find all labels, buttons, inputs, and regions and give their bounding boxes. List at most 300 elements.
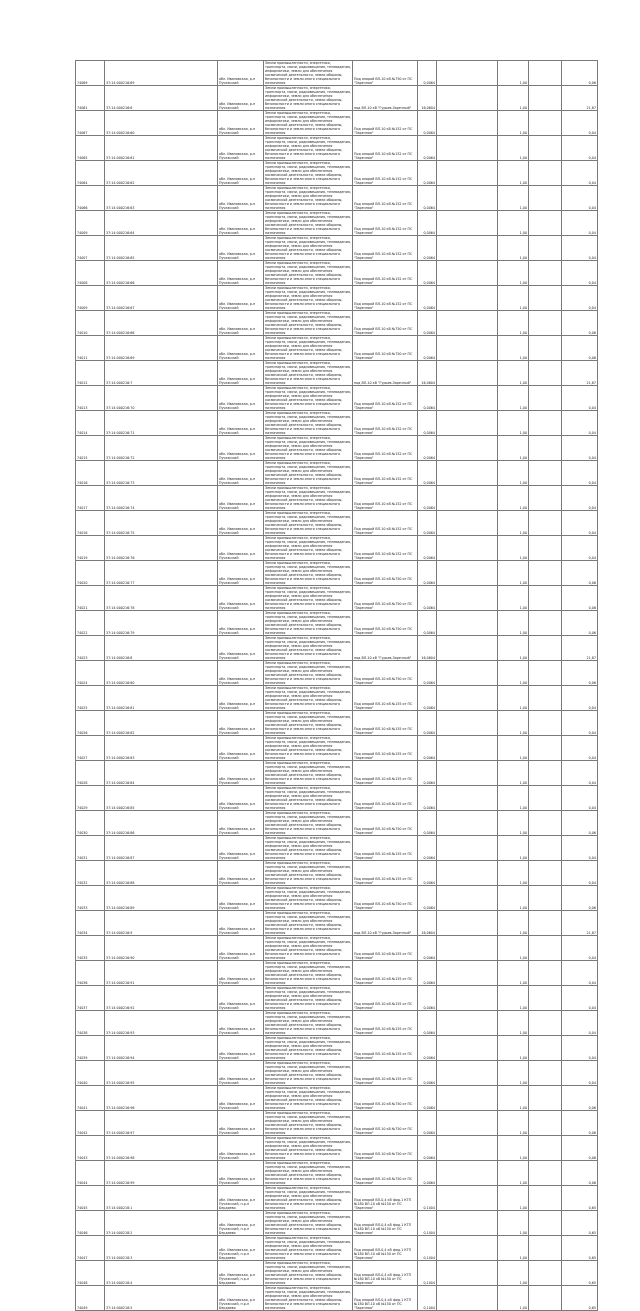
table-row	[76, 411, 598, 436]
empty-cell	[437, 461, 498, 486]
land-category-cell: Земли промышленности, энергетики, транспорта, связи, радиовещания, телевидения, информатики, земли для обеспечения космической деятельности, земли обороны, безопасности и земли иного специального назначения	[265, 1061, 351, 1085]
empty-cell	[529, 661, 562, 686]
area-cell: 0,0064	[418, 236, 437, 261]
address-cell: обл. Ивановская, р-н Пучежский, п.р-н Бердяево	[218, 1286, 264, 1311]
address-cell: обл. Ивановская, р-н Пучежский	[218, 1161, 264, 1186]
total-cell: 0,04	[562, 761, 598, 786]
table-row	[76, 811, 598, 836]
parcel-number-cell: 74028	[76, 761, 105, 786]
empty-cell	[437, 861, 498, 886]
empty-cell	[437, 836, 498, 861]
total-cell: 0,04	[562, 836, 598, 861]
address-cell: обл. Ивановская, р-н Пучежский	[218, 486, 264, 511]
encumbrance-cell: Под опорой ВЛ-10 кВ №750 от ПС "Заречная"	[353, 811, 418, 836]
table-row	[76, 1211, 598, 1236]
land-category-cell: Земли промышленности, энергетики, транспорта, связи, радиовещания, телевидения, информатики, земли для обеспечения космической деятельности, земли обороны, безопасности и земли иного специального назначения	[265, 136, 351, 160]
address-cell: обл. Ивановская, р-н Пучежский	[218, 811, 264, 836]
cadastral-number-cell: 37:14:000216:83	[105, 736, 218, 761]
address-cell: обл. Ивановская, р-н Пучежский	[218, 686, 264, 711]
empty-cell	[529, 461, 562, 486]
total-cell: 0,06	[562, 811, 598, 836]
empty-cell	[437, 311, 498, 336]
empty-cell	[529, 1236, 562, 1261]
cadastral-number-cell: 37:14:000216:71	[105, 411, 218, 436]
land-category-cell: Земли промышленности, энергетики, транспорта, связи, радиовещания, телевидения, информатики, земли для обеспечения космической деятельности, земли обороны, безопасности и земли иного специального назначения	[265, 511, 351, 535]
area-cell: 0,0064	[418, 1136, 437, 1161]
encumbrance-cell: Под опорой ВЛ-10 кВ №155 от ПС "Заречная"	[353, 711, 418, 736]
empty-cell	[529, 136, 562, 161]
encumbrance-cell: Под опорой ВЛ-10 кВ №155 от ПС "Заречная"	[353, 1036, 418, 1061]
empty-cell	[529, 61, 562, 86]
empty-cell	[529, 511, 562, 536]
empty-cell	[437, 536, 498, 561]
table-row	[76, 136, 598, 161]
coefficient-cell: 1,00	[498, 1036, 529, 1061]
land-category-cell: Земли промышленности, энергетики, транспорта, связи, радиовещания, телевидения, информатики, земли для обеспечения космической деятельности, земли обороны, безопасности и земли иного специального назначения	[265, 836, 351, 860]
table-row	[76, 186, 598, 211]
coefficient-cell: 1,00	[498, 336, 529, 361]
total-cell: 0,06	[562, 1086, 598, 1111]
encumbrance-cell: Под опорой ВЛ-10 кВ №155 от ПС "Заречная"	[353, 836, 418, 861]
cadastral-number-cell: 37:14:000218:1	[105, 1186, 218, 1211]
empty-cell	[437, 986, 498, 1011]
table-row	[76, 511, 598, 536]
parcel-number-cell: 74042	[76, 1111, 105, 1136]
register-body	[76, 61, 598, 1311]
cadastral-number-cell: 37:14:000216:61	[105, 136, 218, 161]
coefficient-cell: 1,00	[498, 836, 529, 861]
address-cell: обл. Ивановская, р-н Пучежский	[218, 161, 264, 186]
empty-cell	[437, 1161, 498, 1186]
coefficient-cell: 1,00	[498, 1086, 529, 1111]
land-category-cell: Земли промышленности, энергетики, транспорта, связи, радиовещания, телевидения, информатики, земли для обеспечения космической деятельности, земли обороны, безопасности и земли иного специального назначения	[265, 61, 351, 85]
encumbrance-cell: Под опорой ВЛ-10 кВ №155 от ПС "Заречная"	[353, 786, 418, 811]
cadastral-number-cell: 37:14:000216:7	[105, 361, 218, 386]
land-category-cell: Земли промышленности, энергетики, транспорта, связи, радиовещания, телевидения, информатики, земли для обеспечения космической деятельности, земли обороны, безопасности и земли иного специального назначения	[265, 236, 351, 260]
empty-cell	[529, 1186, 562, 1211]
table-row	[76, 361, 598, 386]
empty-cell	[529, 1011, 562, 1036]
empty-cell	[529, 111, 562, 136]
table-row	[76, 236, 598, 261]
encumbrance-cell: Под опорой ВЛ-10 кВ №155 от ПС "Заречная"	[353, 936, 418, 961]
table-row	[76, 711, 598, 736]
address-cell: обл. Ивановская, р-н Пучежский	[218, 836, 264, 861]
empty-cell	[529, 161, 562, 186]
area-cell: 0,0064	[418, 186, 437, 211]
coefficient-cell: 1,00	[498, 761, 529, 786]
coefficient-cell: 1,00	[498, 1236, 529, 1261]
coefficient-cell: 1,00	[498, 911, 529, 936]
land-category-cell: Земли промышленности, энергетики, транспорта, связи, радиовещания, телевидения, информатики, земли для обеспечения космической деятельности, земли обороны, безопасности и земли иного специального назначения	[265, 311, 351, 335]
cadastral-number-cell: 37:14:000216:6	[105, 86, 218, 111]
area-cell: 0,1004	[418, 1186, 437, 1211]
empty-cell	[529, 1211, 562, 1236]
address-cell: обл. Ивановская, р-н Пучежский	[218, 311, 264, 336]
coefficient-cell: 1,00	[498, 386, 529, 411]
area-cell: 0,0064	[418, 336, 437, 361]
address-cell: обл. Ивановская, р-н Пучежский	[218, 136, 264, 161]
empty-cell	[529, 86, 562, 111]
empty-cell	[437, 86, 498, 111]
area-cell: 0,0064	[418, 211, 437, 236]
area-cell: 16,0604	[418, 911, 437, 936]
cadastral-number-cell: 37:14:000216:92	[105, 986, 218, 1011]
coefficient-cell: 1,00	[498, 636, 529, 661]
land-category-cell: Земли промышленности, энергетики, транспорта, связи, радиовещания, телевидения, информатики, земли для обеспечения космической деятельности, земли обороны, безопасности и земли иного специального назначения	[265, 561, 351, 585]
parcel-number-cell: 74043	[76, 1136, 105, 1161]
cadastral-number-cell: 37:14:000216:69	[105, 336, 218, 361]
total-cell: 0,04	[562, 786, 598, 811]
cadastral-number-cell: 37:14:000216:67	[105, 286, 218, 311]
address-cell: обл. Ивановская, р-н Пучежский	[218, 86, 264, 111]
address-cell: обл. Ивановская, р-н Пучежский	[218, 1136, 264, 1161]
empty-cell	[529, 1036, 562, 1061]
empty-cell	[529, 1161, 562, 1186]
land-category-cell: Земли промышленности, энергетики, транспорта, связи, радиовещания, телевидения, информатики, земли для обеспечения космической деятельности, земли обороны, безопасности и земли иного специального назначения	[265, 736, 351, 760]
address-cell: обл. Ивановская, р-н Пучежский	[218, 211, 264, 236]
cadastral-number-cell: 37:14:000216:99	[105, 1161, 218, 1186]
empty-cell	[529, 611, 562, 636]
empty-cell	[529, 311, 562, 336]
land-category-cell: Земли промышленности, энергетики, транспорта, связи, радиовещания, телевидения, информатики, земли для обеспечения космической деятельности, земли обороны, безопасности и земли иного специального назначения	[265, 161, 351, 185]
total-cell: 0,06	[562, 1136, 598, 1161]
address-cell: обл. Ивановская, р-н Пучежский	[218, 286, 264, 311]
empty-cell	[529, 886, 562, 911]
land-category-cell: Земли промышленности, энергетики, транспорта, связи, радиовещания, телевидения, информатики, земли для обеспечения космической деятельности, земли обороны, безопасности и земли иного специального назначения	[265, 911, 351, 935]
empty-cell	[437, 61, 498, 86]
empty-cell	[529, 911, 562, 936]
encumbrance-cell: Под опорой ВЛ-10 кВ №750 от ПС "Заречная"	[353, 561, 418, 586]
land-category-cell: Земли промышленности, энергетики, транспорта, связи, радиовещания, телевидения, информатики, земли для обеспечения космической деятельности, земли обороны, безопасности и земли иного специального назначения	[265, 111, 351, 135]
empty-cell	[529, 986, 562, 1011]
total-cell: 0,04	[562, 686, 598, 711]
coefficient-cell: 1,00	[498, 1186, 529, 1211]
empty-cell	[529, 386, 562, 411]
total-cell: 0,65	[562, 1236, 598, 1261]
table-row	[76, 1011, 598, 1036]
coefficient-cell: 1,00	[498, 711, 529, 736]
empty-cell	[529, 411, 562, 436]
address-cell: обл. Ивановская, р-н Пучежский	[218, 536, 264, 561]
encumbrance-cell: Под опорой ВЛ-0,4 кВ фид.1 КТП №180 ВЛ-10 кВ №150 от ПС "Заречная"	[353, 1211, 418, 1236]
total-cell: 0,04	[562, 486, 598, 511]
parcel-number-cell: 74039	[76, 1036, 105, 1061]
cadastral-number-cell: 37:14:000216:88	[105, 861, 218, 886]
encumbrance-cell: Под опорой ВЛ-10 кВ №750 от ПС "Заречная"	[353, 661, 418, 686]
parcel-number-cell: 74016	[76, 461, 105, 486]
address-cell: обл. Ивановская, р-н Пучежский	[218, 261, 264, 286]
encumbrance-cell: Под опорой ВЛ-10 кВ №152 от ПС "Заречная"	[353, 536, 418, 561]
land-category-cell: Земли промышленности, энергетики, транспорта, связи, радиовещания, телевидения, информатики, земли для обеспечения космической деятельности, земли обороны, безопасности и земли иного специального назначения	[265, 861, 351, 885]
area-cell: 0,0064	[418, 611, 437, 636]
coefficient-cell: 1,00	[498, 1161, 529, 1186]
land-category-cell: Земли промышленности, энергетики, транспорта, связи, радиовещания, телевидения, информатики, земли для обеспечения космической деятельности, земли обороны, безопасности и земли иного специального назначения	[265, 686, 351, 710]
coefficient-cell: 1,00	[498, 236, 529, 261]
parcel-number-cell: 74048	[76, 1261, 105, 1286]
area-cell: 0,0064	[418, 486, 437, 511]
coefficient-cell: 1,00	[498, 536, 529, 561]
land-category-cell: Земли промышленности, энергетики, транспорта, связи, радиовещания, телевидения, информатики, земли для обеспечения космической деятельности, земли обороны, безопасности и земли иного специального назначения	[265, 1136, 351, 1160]
empty-cell	[437, 386, 498, 411]
area-cell: 0,0064	[418, 1111, 437, 1136]
area-cell: 0,0064	[418, 561, 437, 586]
parcel-number-cell: 74035	[76, 936, 105, 961]
encumbrance-cell: Под опорой ВЛ-10 кВ №152 от ПС "Заречная"	[353, 436, 418, 461]
parcel-number-cell: 74032	[76, 861, 105, 886]
address-cell: обл. Ивановская, р-н Пучежский	[218, 1086, 264, 1111]
empty-cell	[529, 711, 562, 736]
table-row	[76, 1086, 598, 1111]
empty-cell	[437, 411, 498, 436]
total-cell: 0,65	[562, 1186, 598, 1211]
table-row	[76, 286, 598, 311]
total-cell: 21,87	[562, 86, 598, 111]
table-row	[76, 586, 598, 611]
total-cell: 0,04	[562, 261, 598, 286]
land-category-cell: Земли промышленности, энергетики, транспорта, связи, радиовещания, телевидения, информатики, земли для обеспечения космической деятельности, земли обороны, безопасности и земли иного специального назначения	[265, 786, 351, 810]
area-cell: 0,0064	[418, 686, 437, 711]
area-cell: 0,0064	[418, 1161, 437, 1186]
coefficient-cell: 1,00	[498, 86, 529, 111]
area-cell: 0,0064	[418, 961, 437, 986]
parcel-number-cell: 74012	[76, 361, 105, 386]
land-category-cell: Земли промышленности, энергетики, транспорта, связи, радиовещания, телевидения, информатики, земли для обеспечения космической деятельности, земли обороны, безопасности и земли иного специального назначения	[265, 386, 351, 410]
encumbrance-cell: Под опорой ВЛ-10 кВ №152 от ПС "Заречная"	[353, 211, 418, 236]
parcel-number-cell: 74029	[76, 786, 105, 811]
empty-cell	[529, 236, 562, 261]
parcel-number-cell: 74036	[76, 961, 105, 986]
address-cell: обл. Ивановская, р-н Пучежский	[218, 511, 264, 536]
empty-cell	[437, 1011, 498, 1036]
empty-cell	[437, 361, 498, 386]
coefficient-cell: 1,00	[498, 436, 529, 461]
empty-cell	[437, 686, 498, 711]
table-row	[76, 561, 598, 586]
cadastral-number-cell: 37:14:000216:98	[105, 1136, 218, 1161]
empty-cell	[437, 886, 498, 911]
empty-cell	[529, 936, 562, 961]
table-row	[76, 1186, 598, 1211]
land-category-cell: Земли промышленности, энергетики, транспорта, связи, радиовещания, телевидения, информатики, земли для обеспечения космической деятельности, земли обороны, безопасности и земли иного специального назначения	[265, 1261, 351, 1285]
address-cell: обл. Ивановская, р-н Пучежский	[218, 886, 264, 911]
address-cell: обл. Ивановская, р-н Пучежский	[218, 411, 264, 436]
total-cell: 0,65	[562, 1211, 598, 1236]
empty-cell	[529, 1261, 562, 1286]
table-row	[76, 936, 598, 961]
empty-cell	[437, 111, 498, 136]
table-row	[76, 111, 598, 136]
encumbrance-cell: Под опорой ВЛ-10 кВ №155 от ПС "Заречная"	[353, 1011, 418, 1036]
total-cell: 0,04	[562, 161, 598, 186]
table-row	[76, 736, 598, 761]
land-category-cell: Земли промышленности, энергетики, транспорта, связи, радиовещания, телевидения, информатики, земли для обеспечения космической деятельности, земли обороны, безопасности и земли иного специального назначения	[265, 261, 351, 285]
empty-cell	[437, 1061, 498, 1086]
coefficient-cell: 1,00	[498, 361, 529, 386]
coefficient-cell: 1,00	[498, 861, 529, 886]
empty-cell	[529, 1111, 562, 1136]
address-cell: обл. Ивановская, р-н Пучежский	[218, 611, 264, 636]
total-cell: 0,04	[562, 211, 598, 236]
empty-cell	[529, 636, 562, 661]
cadastral-number-cell: 37:14:000218:4	[105, 1261, 218, 1286]
cadastral-number-cell: 37:14:000216:63	[105, 186, 218, 211]
empty-cell	[437, 561, 498, 586]
coefficient-cell: 1,00	[498, 736, 529, 761]
empty-cell	[529, 561, 562, 586]
total-cell: 0,04	[562, 936, 598, 961]
cadastral-number-cell: 37:14:000216:9	[105, 911, 218, 936]
coefficient-cell: 1,00	[498, 686, 529, 711]
total-cell: 0,04	[562, 1011, 598, 1036]
coefficient-cell: 1,00	[498, 311, 529, 336]
land-category-cell: Земли промышленности, энергетики, транспорта, связи, радиовещания, телевидения, информатики, земли для обеспечения космической деятельности, земли обороны, безопасности и земли иного специального назначения	[265, 361, 351, 385]
encumbrance-cell: Под опорой ВЛ-10 кВ №152 от ПС "Заречная"	[353, 286, 418, 311]
parcel-number-cell: 74019	[76, 536, 105, 561]
cadastral-number-cell: 37:14:000216:87	[105, 836, 218, 861]
encumbrance-cell: Под опорой ВЛ-10 кВ №750 от ПС "Заречная"	[353, 886, 418, 911]
address-cell: обл. Ивановская, р-н Пучежский	[218, 986, 264, 1011]
address-cell: обл. Ивановская, р-н Пучежский	[218, 361, 264, 386]
encumbrance-cell: под ВЛ-10 кВ "Гурьев-Заречный"	[353, 636, 418, 661]
land-category-cell: Земли промышленности, энергетики, транспорта, связи, радиовещания, телевидения, информатики, земли для обеспечения космической деятельности, земли обороны, безопасности и земли иного специального назначения	[265, 1286, 351, 1310]
cadastral-number-cell: 37:14:000216:96	[105, 1086, 218, 1111]
coefficient-cell: 1,00	[498, 811, 529, 836]
empty-cell	[437, 936, 498, 961]
coefficient-cell: 1,00	[498, 161, 529, 186]
table-row	[76, 536, 598, 561]
coefficient-cell: 1,00	[498, 961, 529, 986]
empty-cell	[437, 286, 498, 311]
parcel-number-cell: 74064	[76, 161, 105, 186]
coefficient-cell: 1,00	[498, 1111, 529, 1136]
encumbrance-cell: Под опорой ВЛ-10 кВ №152 от ПС "Заречная"	[353, 461, 418, 486]
encumbrance-cell: Под опорой ВЛ-10 кВ №750 от ПС "Заречная"	[353, 311, 418, 336]
cadastral-number-cell: 37:14:000216:79	[105, 611, 218, 636]
table-row	[76, 836, 598, 861]
cadastral-number-cell: 37:14:000216:78	[105, 586, 218, 611]
cadastral-number-cell: 37:14:000216:69	[105, 61, 218, 86]
address-cell: обл. Ивановская, р-н Пучежский	[218, 911, 264, 936]
empty-cell	[437, 186, 498, 211]
land-category-cell: Земли промышленности, энергетики, транспорта, связи, радиовещания, телевидения, информатики, земли для обеспечения космической деятельности, земли обороны, безопасности и земли иного специального назначения	[265, 986, 351, 1010]
area-cell: 0,0064	[418, 511, 437, 536]
parcel-number-cell: 74041	[76, 1086, 105, 1111]
coefficient-cell: 1,00	[498, 786, 529, 811]
land-category-cell: Земли промышленности, энергетики, транспорта, связи, радиовещания, телевидения, информатики, земли для обеспечения космической деятельности, земли обороны, безопасности и земли иного специального назначения	[265, 586, 351, 610]
cadastral-number-cell: 37:14:000216:84	[105, 761, 218, 786]
parcel-number-cell: 74025	[76, 686, 105, 711]
total-cell: 0,04	[562, 861, 598, 886]
empty-cell	[437, 1086, 498, 1111]
empty-cell	[529, 861, 562, 886]
land-category-cell: Земли промышленности, энергетики, транспорта, связи, радиовещания, телевидения, информатики, земли для обеспечения космической деятельности, земли обороны, безопасности и земли иного специального назначения	[265, 211, 351, 235]
encumbrance-cell: Под опорой ВЛ-10 кВ №155 от ПС "Заречная"	[353, 861, 418, 886]
empty-cell	[529, 811, 562, 836]
encumbrance-cell: Под опорой ВЛ-10 кВ №155 от ПС "Заречная"	[353, 986, 418, 1011]
area-cell: 0,0064	[418, 711, 437, 736]
cadastral-number-cell: 37:14:000216:93	[105, 1011, 218, 1036]
area-cell: 0,1004	[418, 1286, 437, 1311]
address-cell: обл. Ивановская, р-н Пучежский	[218, 961, 264, 986]
total-cell: 0,04	[562, 436, 598, 461]
table-row	[76, 1161, 598, 1186]
empty-cell	[529, 286, 562, 311]
table-row	[76, 61, 598, 86]
encumbrance-cell: Под опорой ВЛ-10 кВ №155 от ПС "Заречная"	[353, 736, 418, 761]
parcel-number-cell: 74026	[76, 711, 105, 736]
total-cell: 0,06	[562, 661, 598, 686]
encumbrance-cell: Под опорой ВЛ-10 кВ №155 от ПС "Заречная"	[353, 761, 418, 786]
coefficient-cell: 1,00	[498, 1011, 529, 1036]
coefficient-cell: 1,00	[498, 886, 529, 911]
table-row	[76, 161, 598, 186]
encumbrance-cell: Под опорой ВЛ-0,4 кВ фид.1 КТП №180 ВЛ-10 кВ №150 от ПС "Заречная"	[353, 1186, 418, 1211]
empty-cell	[437, 961, 498, 986]
area-cell: 16,0604	[418, 361, 437, 386]
area-cell: 0,0064	[418, 1011, 437, 1036]
area-cell: 0,0064	[418, 986, 437, 1011]
cadastral-number-cell: 37:14:000216:65	[105, 236, 218, 261]
empty-cell	[529, 736, 562, 761]
total-cell: 0,06	[562, 311, 598, 336]
address-cell: обл. Ивановская, р-н Пучежский	[218, 561, 264, 586]
total-cell: 0,04	[562, 136, 598, 161]
encumbrance-cell: Под опорой ВЛ-10 кВ №750 от ПС "Заречная"	[353, 586, 418, 611]
table-row	[76, 911, 598, 936]
address-cell: обл. Ивановская, р-н Пучежский	[218, 661, 264, 686]
address-cell: обл. Ивановская, р-н Пучежский	[218, 586, 264, 611]
coefficient-cell: 1,00	[498, 261, 529, 286]
area-cell: 0,0064	[418, 811, 437, 836]
table-row	[76, 886, 598, 911]
land-category-cell: Земли промышленности, энергетики, транспорта, связи, радиовещания, телевидения, информатики, земли для обеспечения космической деятельности, земли обороны, безопасности и земли иного специального назначения	[265, 1211, 351, 1235]
area-cell: 0,0064	[418, 311, 437, 336]
total-cell: 0,04	[562, 386, 598, 411]
empty-cell	[529, 686, 562, 711]
total-cell: 0,04	[562, 236, 598, 261]
parcel-number-cell: 74018	[76, 511, 105, 536]
land-category-cell: Земли промышленности, энергетики, транспорта, связи, радиовещания, телевидения, информатики, земли для обеспечения космической деятельности, земли обороны, безопасности и земли иного специального назначения	[265, 1186, 351, 1210]
land-category-cell: Земли промышленности, энергетики, транспорта, связи, радиовещания, телевидения, информатики, земли для обеспечения космической деятельности, земли обороны, безопасности и земли иного специального назначения	[265, 336, 351, 360]
area-cell: 0,0064	[418, 936, 437, 961]
area-cell: 0,0064	[418, 1086, 437, 1111]
table-row	[76, 86, 598, 111]
land-category-cell: Земли промышленности, энергетики, транспорта, связи, радиовещания, телевидения, информатики, земли для обеспечения космической деятельности, земли обороны, безопасности и земли иного специального назначения	[265, 1086, 351, 1110]
encumbrance-cell: Под опорой ВЛ-10 кВ №152 от ПС "Заречная"	[353, 511, 418, 536]
area-cell: 0,0064	[418, 661, 437, 686]
parcel-number-cell: 74037	[76, 986, 105, 1011]
parcel-number-cell: 74022	[76, 611, 105, 636]
cadastral-number-cell: 37:14:000216:85	[105, 786, 218, 811]
address-cell: обл. Ивановская, р-н Пучежский	[218, 1061, 264, 1086]
address-cell: обл. Ивановская, р-н Пучежский	[218, 461, 264, 486]
total-cell: 0,04	[562, 536, 598, 561]
coefficient-cell: 1,00	[498, 1136, 529, 1161]
total-cell: 0,06	[562, 886, 598, 911]
area-cell: 0,0064	[418, 61, 437, 86]
total-cell: 0,04	[562, 1036, 598, 1061]
total-cell: 0,06	[562, 1161, 598, 1186]
parcel-number-cell: 74030	[76, 811, 105, 836]
empty-cell	[437, 586, 498, 611]
total-cell: 21,87	[562, 911, 598, 936]
area-cell: 0,0064	[418, 536, 437, 561]
empty-cell	[437, 911, 498, 936]
total-cell: 0,65	[562, 1261, 598, 1286]
land-category-cell: Земли промышленности, энергетики, транспорта, связи, радиовещания, телевидения, информатики, земли для обеспечения космической деятельности, земли обороны, безопасности и земли иного специального назначения	[265, 86, 351, 110]
land-category-cell: Земли промышленности, энергетики, транспорта, связи, радиовещания, телевидения, информатики, земли для обеспечения космической деятельности, земли обороны, безопасности и земли иного специального назначения	[265, 486, 351, 510]
